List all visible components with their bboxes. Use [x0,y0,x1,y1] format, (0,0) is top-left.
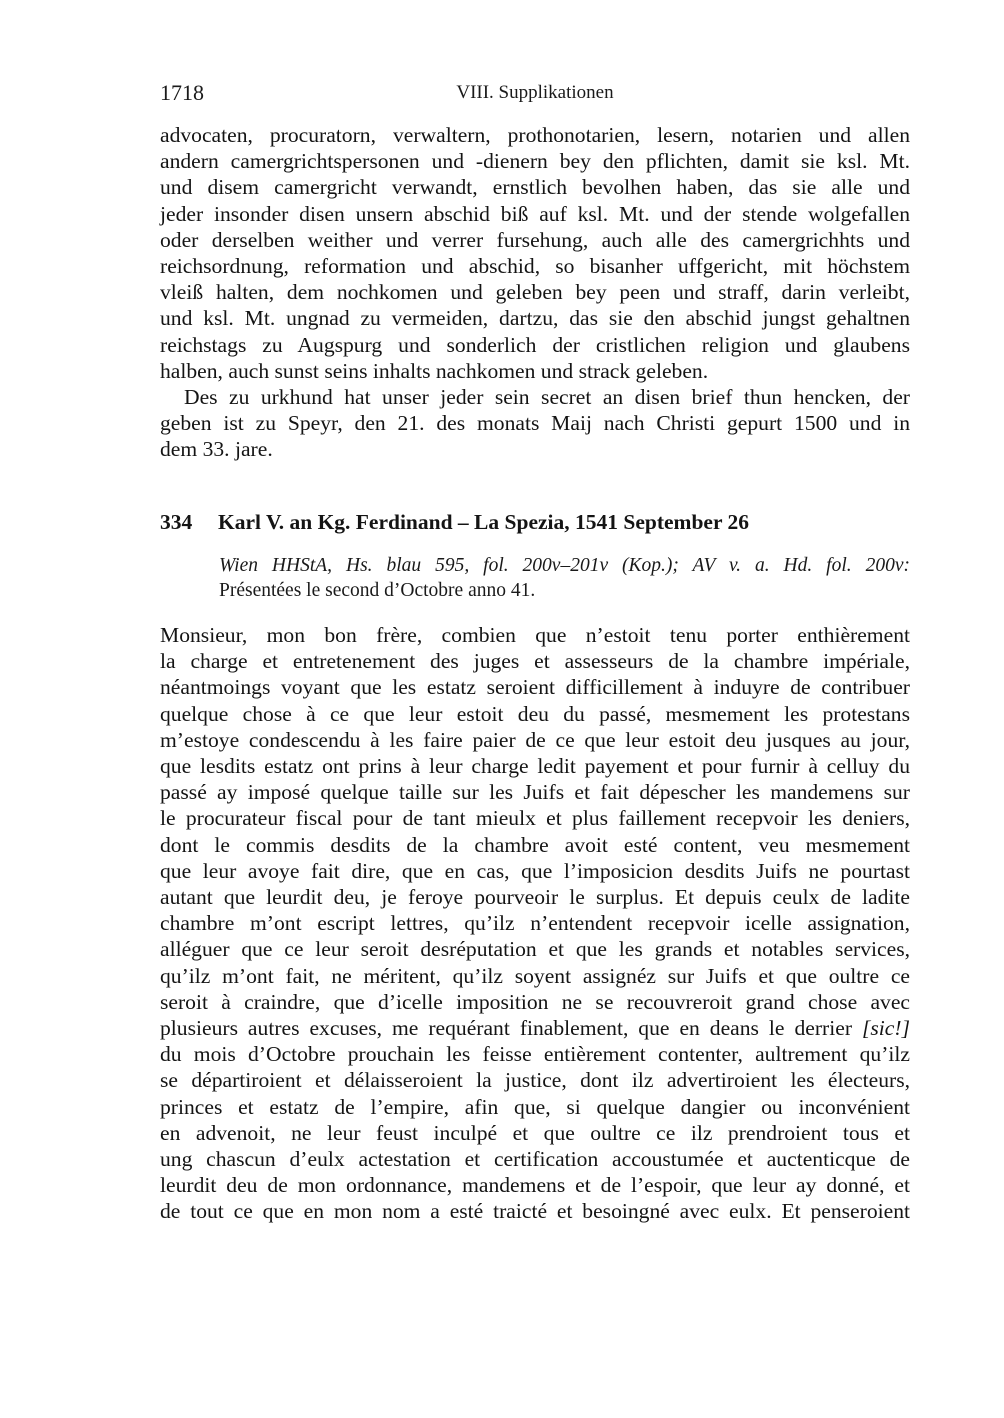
text-line: dont le commis desdits de la chambre avoit esté content, veu mesmement [160,832,910,857]
text-line: ung chascun d’eulx actestation et certification accoustumée et auctenticque de [160,1147,910,1172]
text-line: vleiß halten, dem nochkomen und geleben bey peen und straff, darin verleibt, [160,280,910,305]
source-note [219,554,910,603]
editorial-note: [sic!] [861,1016,910,1041]
running-title: VIII. Supplikationen [456,82,614,103]
text-line: de tout ce que en mon nom a esté traicté et besoingné avec eulx. Et penseroient [160,1199,910,1224]
continuation-text [160,122,910,463]
text-line: passé ay imposé quelque taille sur les Juifs et fait dépescher les mandemens sur [160,780,910,805]
text-line: advocaten, procuratorn, verwaltern, prothonotarien, lesern, notarien und allen [160,123,910,147]
text-line: autant que leurdit deu, je feroye pourveoir le surplus. Et depuis ceulx de ladite [160,885,910,910]
text-line: quelque chose à ce que leur estoit deu du passé, mesmement les protestans [160,701,910,726]
text-line: und disem camergricht verwandt, ernstlich bevolhen haben, das sie alle und [160,175,910,200]
text-line: reichsordnung, reformation und abschid, so bisanher uffgericht, mit höchstem [160,254,910,279]
text-line: se départiroient et délaisseroient la justice, dont ilz advertiroient les électeurs, [160,1068,910,1093]
text-line: m’estoye condescendu à les faire paier de ce que leur estoit deu jusques au jour, [160,727,910,752]
closing-line: Des zu urkhund hat unser jeder sein secret an disen brief thun hencken, der [184,385,910,410]
text-line: und ksl. Mt. ungnad zu vermeiden, dartzu, das sie den abschid jungst gehaltnen [160,306,910,331]
source-annotation: Présentées le second d’Octobre anno 41. [219,579,536,601]
letter-text [160,622,910,1225]
text-line: jeder insonder disen unsern abschid biß auf ksl. Mt. und der stende wolgefallen [160,201,910,226]
text-line: alléguer que ce leur seroit desréputation et que les grands et notables services, [160,937,910,962]
text-line: chambre m’ont escript lettres, qu’ilz n’entendent recepvoir icelle assignation, [160,911,910,936]
page-number: 1718 [160,80,204,105]
document-title: Karl V. an Kg. Ferdinand – La Spezia, 1541 September 26 [218,510,749,534]
text-line-with-note [160,1015,910,1041]
text-line: la charge et entretenement des juges et assesseurs de la chambre impériale, [160,649,910,674]
text-line: en advenoit, ne leur feust inculpé et que oultre ce ilz prendroient tous et [160,1120,910,1145]
document-heading [160,510,910,535]
closing-line: geben ist zu Speyr, den 21. des monats Maij nach Christi gepurt 1500 und in [160,411,910,436]
text-line: oder derselben weither und verrer fursehung, auch alle des camergrichhts und [160,227,910,252]
text-line: reichstags zu Augspurg und sonderlich der cristlichen religion und glaubens [160,332,910,357]
text-line-part: plusieurs autres excuses, me requérant finablement, que en deans le derrier [160,1016,853,1041]
text-line: halben, auch sunst seins inhalts nachkomen und strack geleben. [160,358,709,383]
text-line: seroit à craindre, que d’icelle imposition ne se recouvreroit grand chose avec [160,989,910,1014]
text-line: qu’ilz m’ont fait, ne méritent, qu’ilz soyent assignéz sur Juifs et que oultre ce [160,963,910,988]
text-line: le procurateur fiscal pour de tant mieulx et plus faillement recepvoir les deniers, [160,806,910,831]
text-line: leurdit deu de mon ordonnance, mandemens et de l’espoir, que leur ay donné, et [160,1173,910,1198]
running-header [160,80,910,108]
text-line: princes et estatz de l’empire, afin que, si quelque dangier ou inconvénient [160,1094,910,1119]
text-line: que leur avoye fait dire, que en cas, que l’imposicion desdits Juifs ne pourtast [160,858,910,883]
text-line: Monsieur, mon bon frère, combien que n’estoit tenu porter enthièrement [160,623,910,647]
text-line: que lesdits estatz ont prins à leur charge ledit payement et pour furnir à celluy du [160,754,910,779]
text-line: andern camergrichtspersonen und -dienern bey den pflichten, damit sie ksl. Mt. [160,149,910,174]
text-line: du mois d’Octobre prouchain les feisse entièrement contenter, aultrement qu’ilz [160,1042,910,1067]
text-line: néantmoings voyant que les estatz seroient difficillement à induyre de contribuer [160,675,910,700]
source-citation: Wien HHStA, Hs. blau 595, fol. 200v–201v (Kop.); AV v. a. Hd. fol. 200v: [219,555,910,576]
document-number: 334 [160,510,193,534]
closing-line: dem 33. jare. [160,437,273,462]
